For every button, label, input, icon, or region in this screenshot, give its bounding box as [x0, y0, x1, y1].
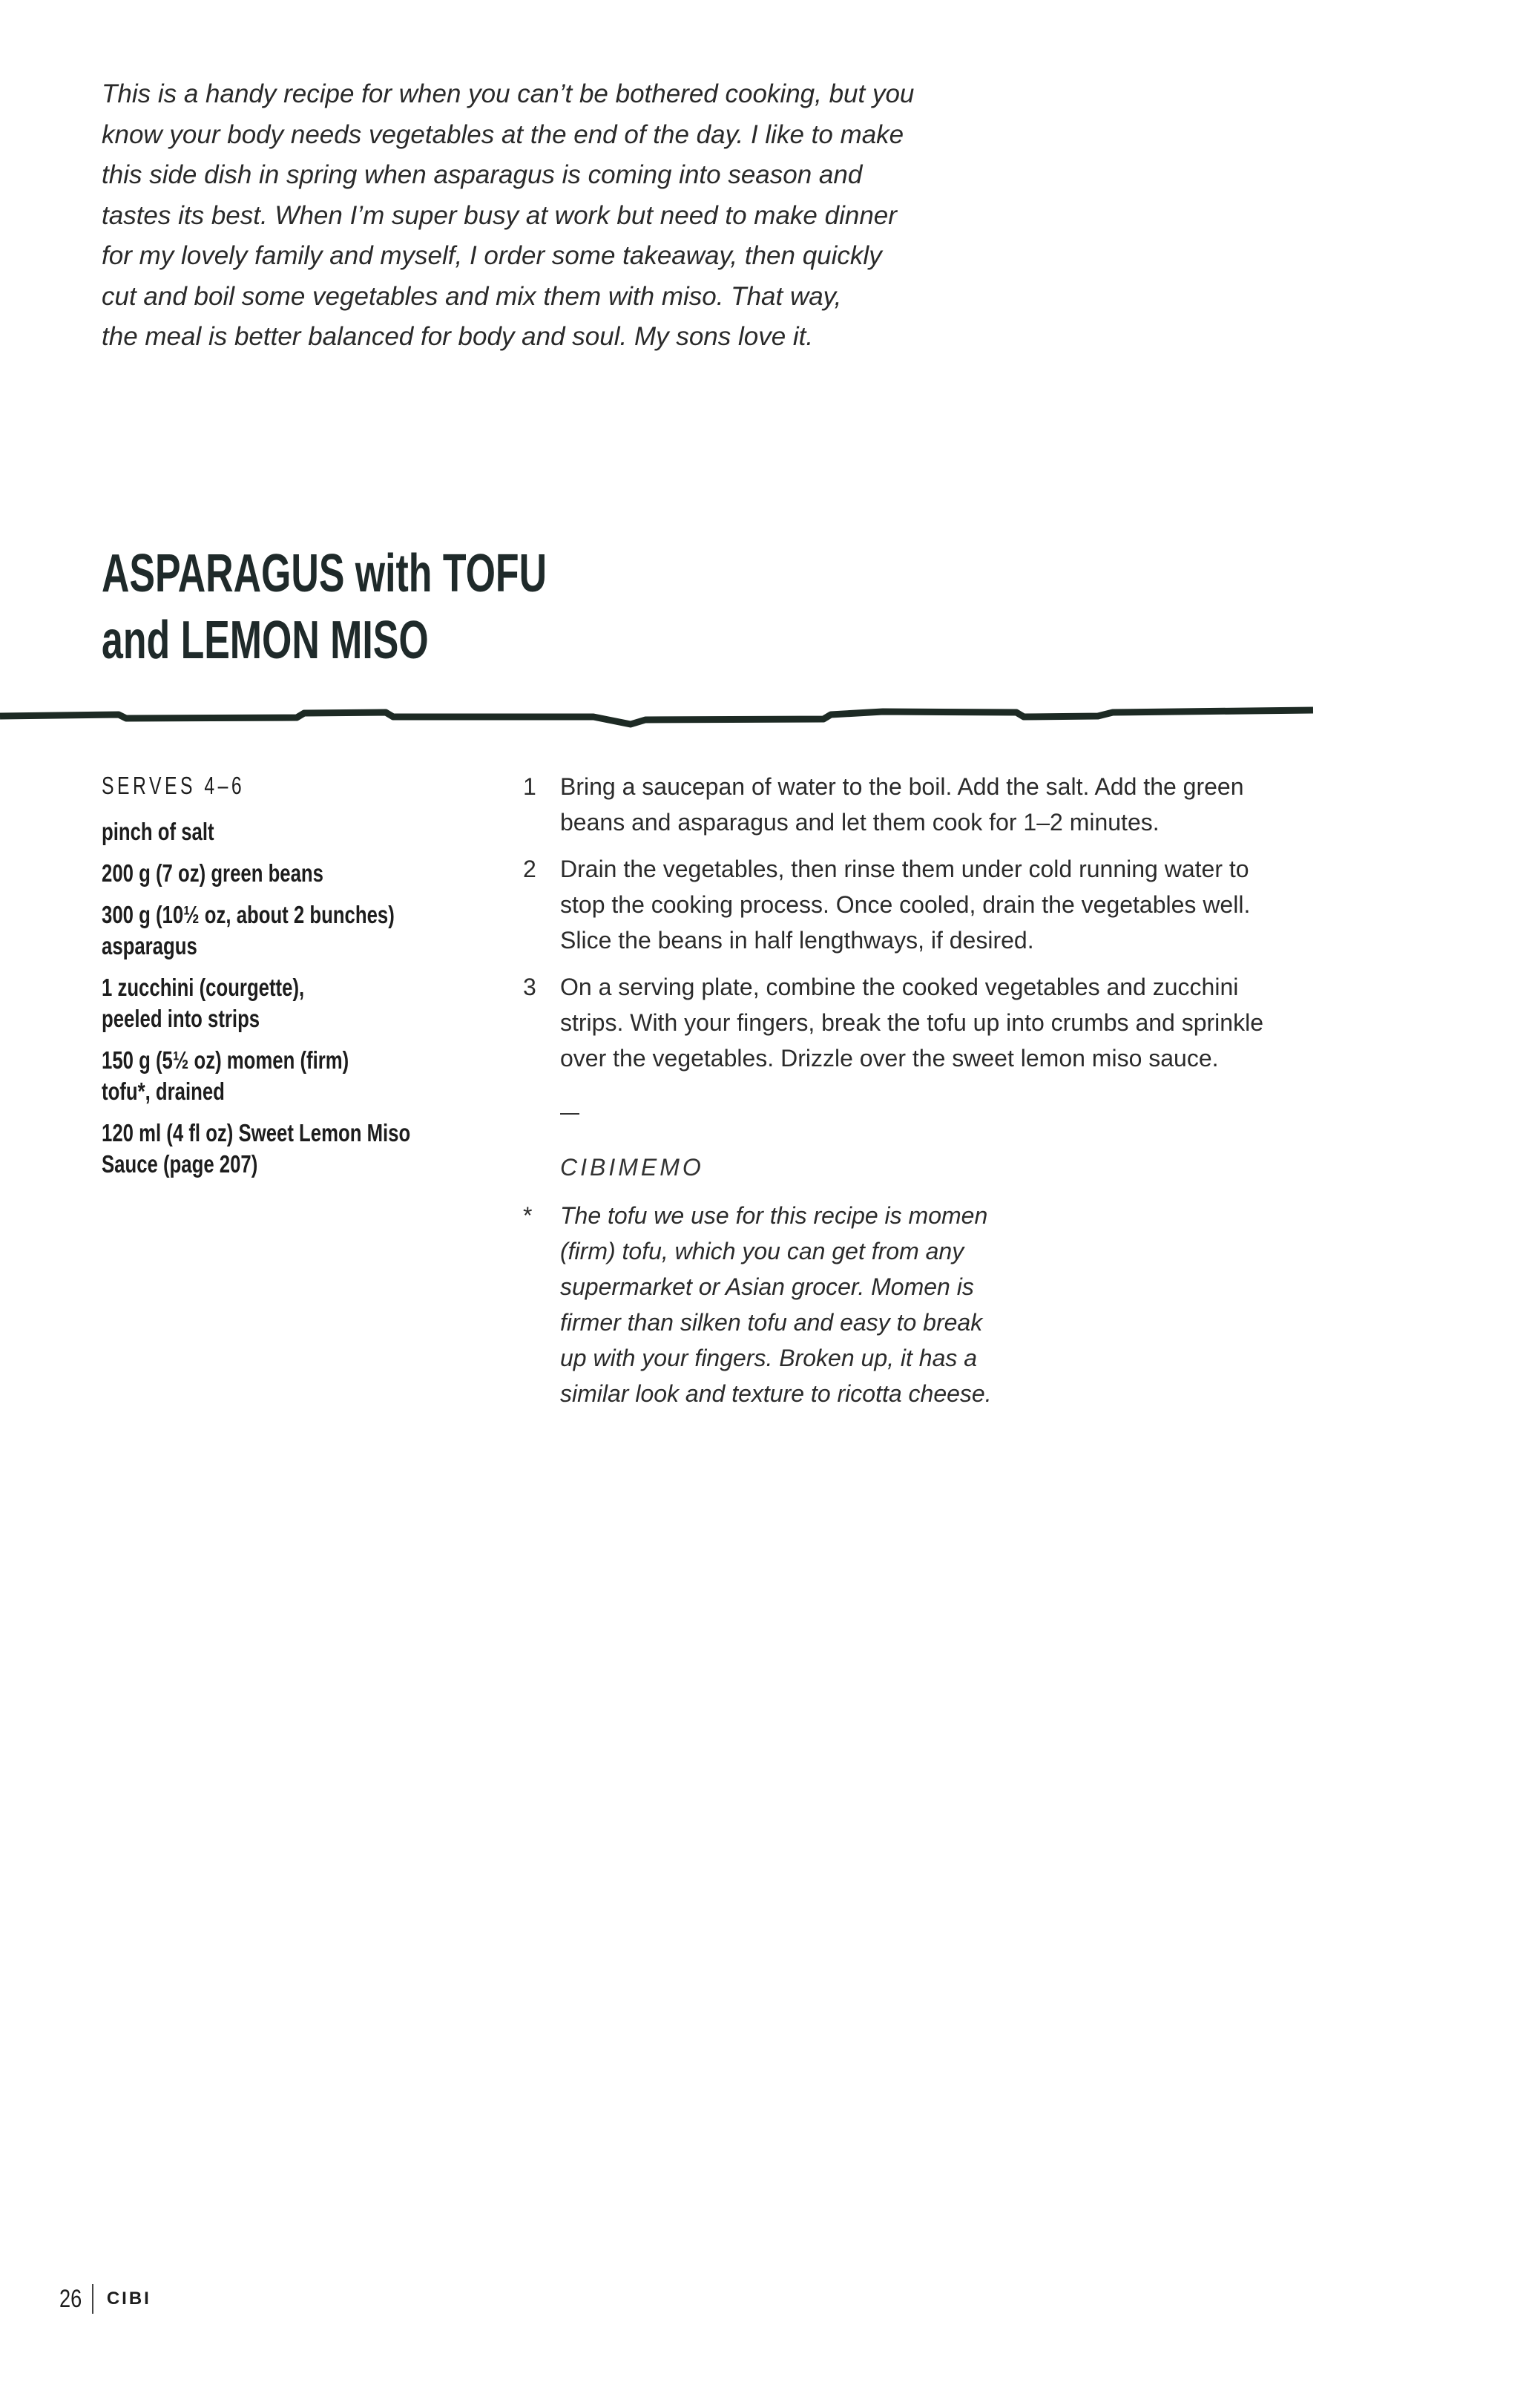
ingredient-item	[102, 972, 507, 1034]
memo-dash	[560, 1113, 579, 1115]
intro-line: cut and boil some vegetables and mix them with miso. That way,	[102, 281, 842, 311]
page-footer	[59, 2284, 151, 2314]
memo-title: CIBIMEMO	[560, 1154, 704, 1181]
ingredient-text: 1 zucchini (courgette),	[102, 974, 305, 1001]
memo-line: up with your fingers. Broken up, it has a	[560, 1345, 978, 1371]
ingredient-text: 150 g (5½ oz) momen (firm)	[102, 1046, 349, 1074]
intro-paragraph	[102, 74, 992, 358]
memo-line: supermarket or Asian grocer. Momen is	[560, 1273, 974, 1300]
book-title: CIBI	[106, 2289, 151, 2309]
page-number: 26	[59, 2284, 82, 2313]
footer-separator	[92, 2284, 93, 2314]
ingredient-text: peeled into strips	[102, 1005, 260, 1032]
method-steps	[523, 769, 1339, 1087]
title-line-2: and LEMON MISO	[102, 611, 429, 670]
ingredient-text: pinch of salt	[102, 818, 214, 845]
title-line-1: ASPARAGUS with TOFU	[102, 544, 547, 603]
intro-line: the meal is better balanced for body and soul. My sons love it.	[102, 322, 814, 351]
step-line: Slice the beans in half lengthways, if desired.	[560, 927, 1034, 954]
step-line: beans and asparagus and let them cook for 1–2 minutes.	[560, 809, 1160, 836]
step-number: 2	[523, 856, 536, 882]
asterisk: *	[523, 1202, 533, 1229]
ingredient-text: tofu*, drained	[102, 1077, 225, 1105]
memo-line: (firm) tofu, which you can get from any	[560, 1238, 964, 1264]
memo-line: The tofu we use for this recipe is momen	[560, 1202, 988, 1229]
intro-line: This is a handy recipe for when you can’t be bothered cooking, but you	[102, 79, 915, 108]
recipe-title	[102, 540, 547, 674]
ingredient-text: 300 g (10½ oz, about 2 bunches)	[102, 901, 395, 928]
intro-line: this side dish in spring when asparagus is coming into season and	[102, 160, 863, 189]
step-line: stop the cooking process. Once cooled, drain the vegetables well.	[560, 891, 1251, 918]
ingredient-text: asparagus	[102, 932, 197, 959]
step-item	[523, 969, 1339, 1076]
step-line: strips. With your fingers, break the tofu up into crumbs and sprinkle	[560, 1009, 1263, 1036]
intro-line: for my lovely family and myself, I order some takeaway, then quickly	[102, 241, 882, 270]
ingredient-item	[102, 1045, 507, 1107]
memo-line: similar look and texture to ricotta cheese.	[560, 1380, 992, 1407]
step-line: over the vegetables. Drizzle over the sweet lemon miso sauce.	[560, 1045, 1219, 1072]
memo-note	[523, 1198, 992, 1411]
step-item	[523, 851, 1339, 958]
ingredient-item	[102, 1118, 507, 1180]
step-line: Drain the vegetables, then rinse them under cold running water to	[560, 856, 1249, 882]
step-number: 1	[523, 773, 536, 800]
step-number: 3	[523, 974, 536, 1000]
ingredient-text: 200 g (7 oz) green beans	[102, 859, 323, 887]
step-item	[523, 769, 1339, 840]
step-line: Bring a saucepan of water to the boil. Add the salt. Add the green	[560, 773, 1244, 800]
step-line: On a serving plate, combine the cooked vegetables and zucchini	[560, 974, 1239, 1000]
divider-rule	[0, 690, 1321, 735]
ingredient-item	[102, 899, 507, 962]
ingredient-text: Sauce (page 207)	[102, 1150, 258, 1178]
ingredient-item	[102, 858, 507, 889]
serves-label: SERVES 4–6	[102, 772, 246, 799]
intro-line: know your body needs vegetables at the end of the day. I like to make	[102, 119, 904, 149]
memo-line: firmer than silken tofu and easy to break	[560, 1309, 983, 1336]
intro-line: tastes its best. When I’m super busy at work but need to make dinner	[102, 200, 897, 230]
ingredient-item	[102, 816, 507, 847]
ingredient-text: 120 ml (4 fl oz) Sweet Lemon Miso	[102, 1119, 411, 1146]
